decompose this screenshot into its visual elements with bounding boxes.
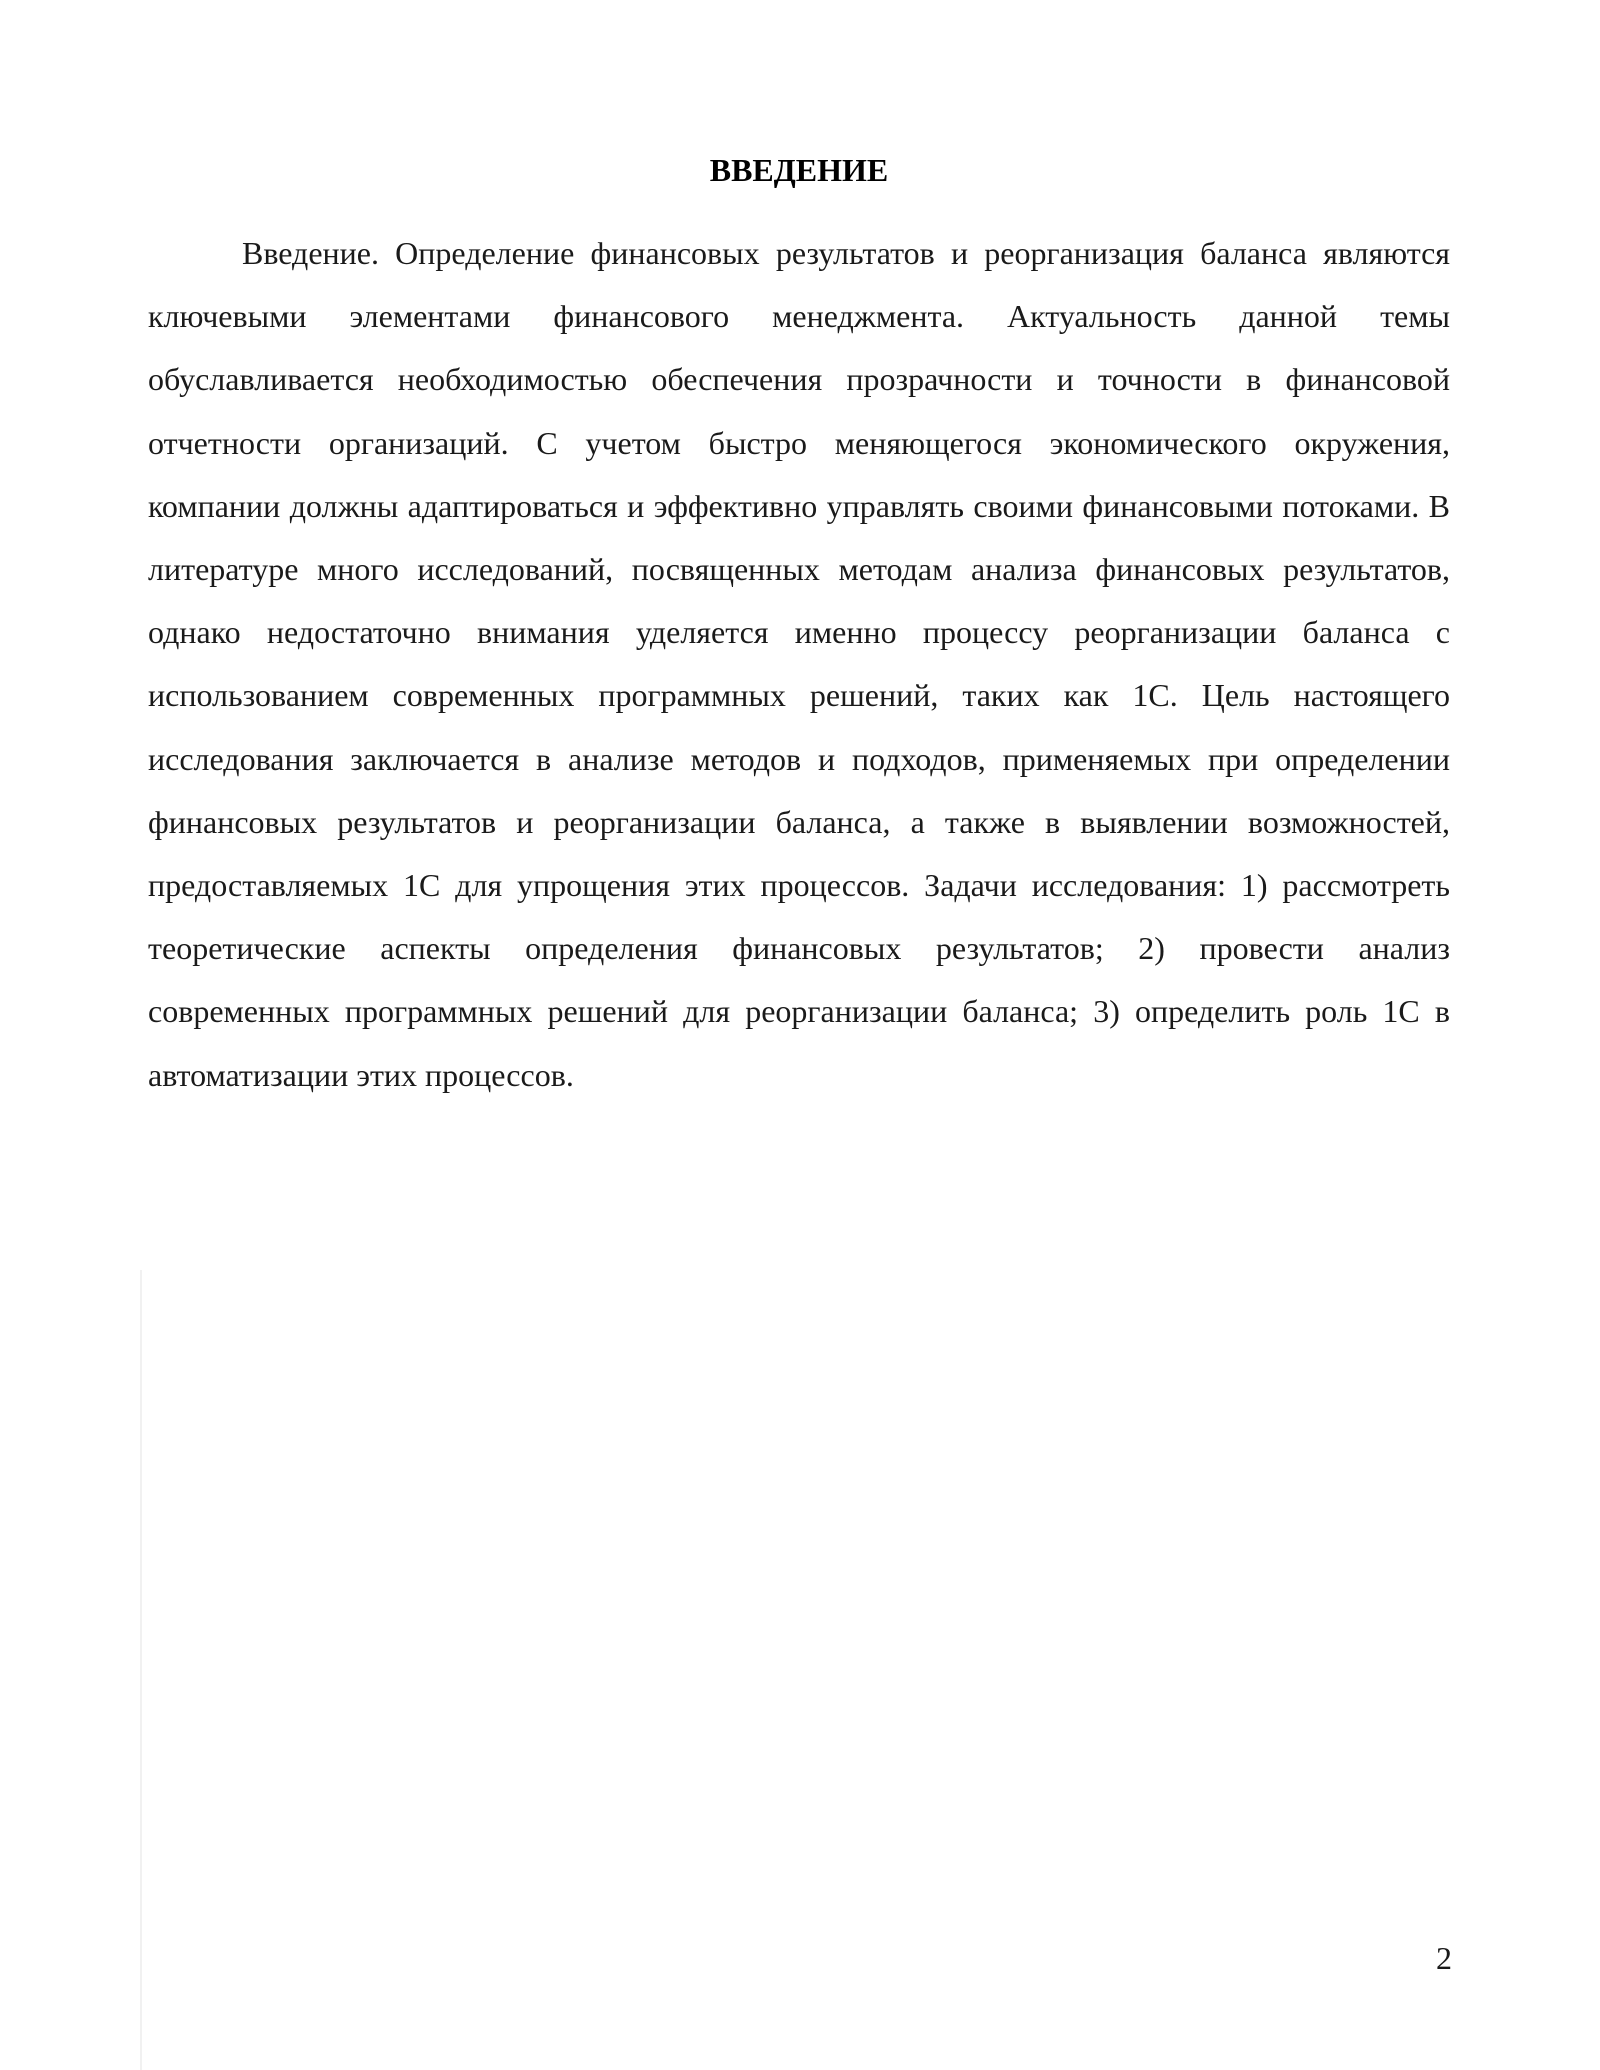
section-heading: ВВЕДЕНИЕ — [709, 152, 889, 188]
page-number: 2 — [1436, 1940, 1452, 1976]
page-edge-line — [140, 1270, 142, 2070]
introduction-paragraph: Введение. Определение финансовых результатов и реорганизация баланса являются ключевыми элементами финансового менеджмента. Актуальность данной темы обуславливается необходимостью обеспечения прозрачности и точности в финансовой отчетности организаций. С учетом быстро меняющегося экономического окружения, компании должны адаптироваться и эффективно управлять своими финансовыми потоками. В литературе много исследований, посвященных методам анализа финансовых результатов, однако недостаточно внимания уделяется именно процессу реорганизации баланса с использованием современных программных решений, таких как 1С. Цель настоящего исследования заключается в анализе методов и подходов, применяемых при определении финансовых результатов и реорганизации баланса, а также в выявлении возможностей, предоставляемых 1С для упрощения этих процессов. Задачи исследования: 1) рассмотреть теоретические аспекты определения финансовых результатов; 2) провести анализ современных программных решений для реорганизации баланса; 3) определить роль 1С в автоматизации этих процессов. — [148, 235, 1450, 1093]
